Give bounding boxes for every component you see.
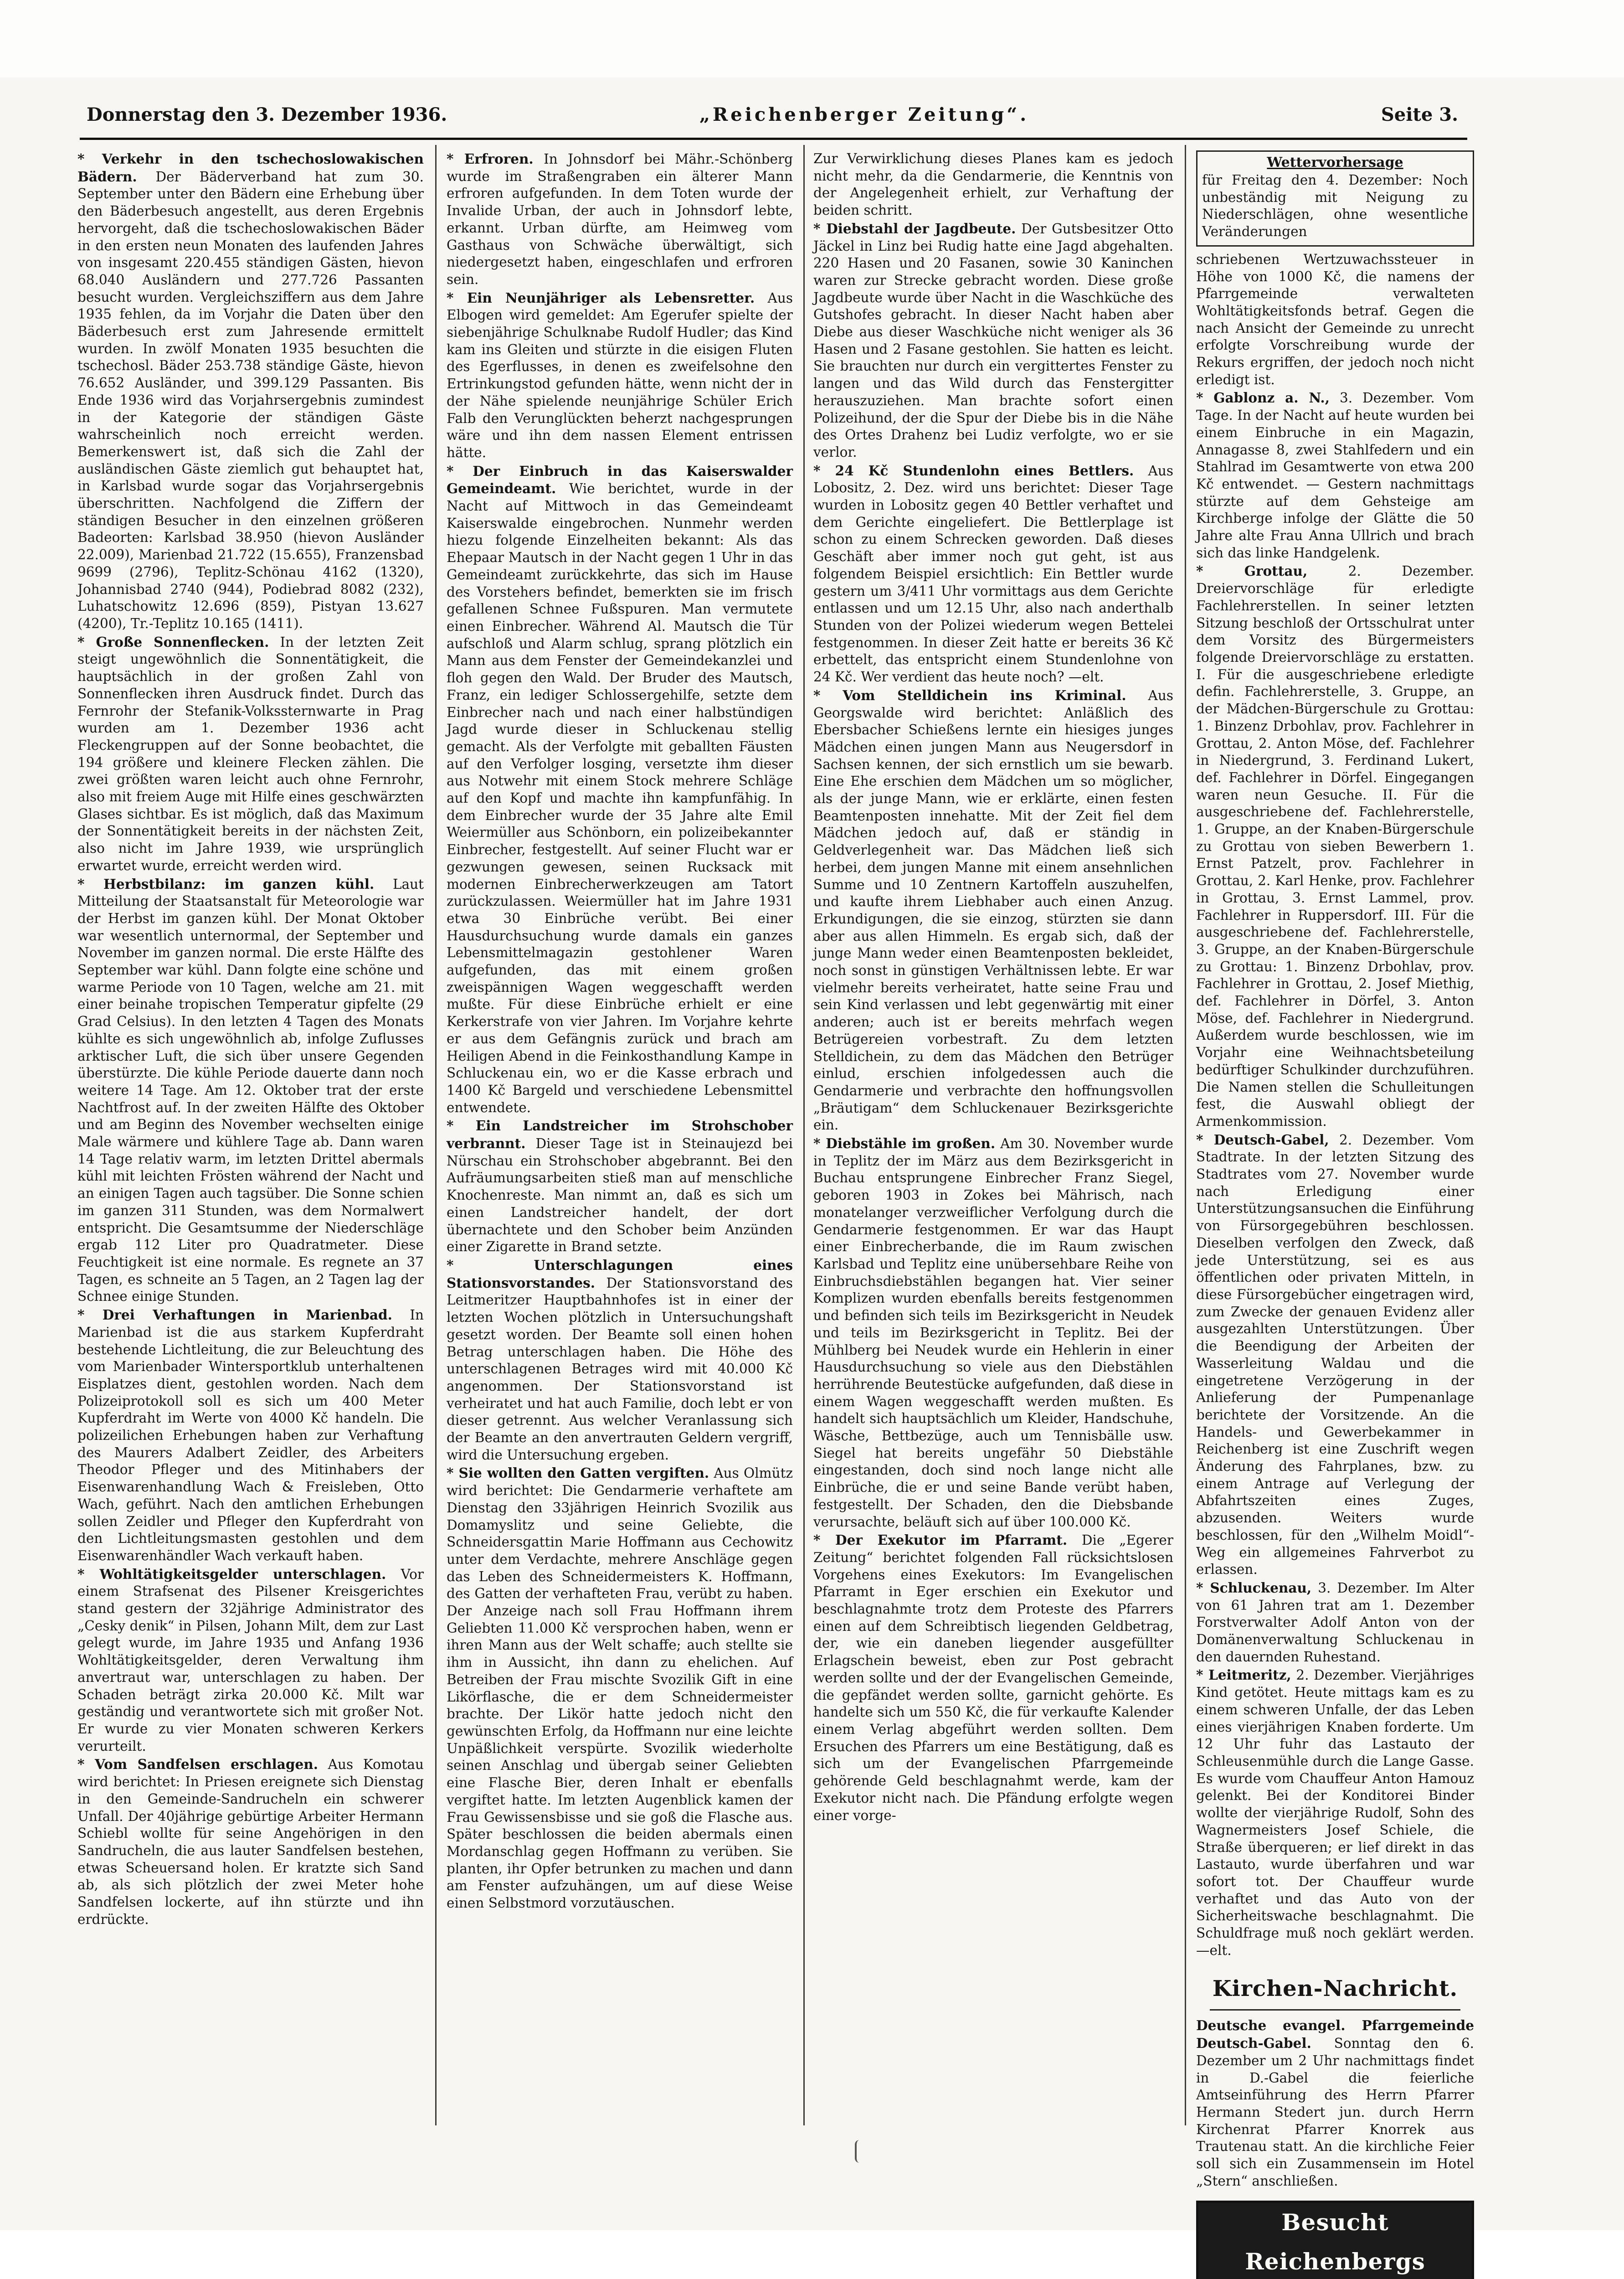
news-item [447,1257,793,1464]
news-item-text: In Marienbad ist die aus starkem Kupferdraht bestehende Lichtleitung, die zur Beleuchtung des vom Marienbader Wintersportklub unterhaltenen Eisplatzes dient, gestohlen worden. Nach dem Polizeiprotokoll soll es sich um 400 Meter Kupferdraht im Werte von 4000 Kč handeln. Die polizeilichen Erhebungen haben zur Verhaftung des Maurers Adalbert Zeidler, des Arbeiters Theodor Pfleger und des Mitinhabers der Eisenwarenhandlung Wach & Freisleben, Otto Wach, geführt. Nach den amtlichen Erhebungen sollen Zeidler und Pfleger den Kupferdraht von den Lichtleitungsmasten gestohlen und dem Eisenwarenhändler Wach verkauft haben. [77,1307,424,1563]
news-item [1196,562,1474,1130]
news-item [813,462,1173,686]
church-notice-headline: Deutsche evangel. Pfarrgemeinde Deutsch-Gabel. [1196,2017,1474,2052]
news-item [447,289,793,462]
page-top-margin [0,0,1624,77]
news-item-headline: * Ein Neunjähriger als Lebensretter. [447,289,755,306]
column-1 [77,150,424,2124]
news-item-headline: * Grottau, [1196,563,1308,579]
header-rule [80,138,1467,140]
news-item-text: Dieser Tage ist in Steinaujezd bei Nürschau ein Strohschober abgebrannt. Bei den Aufräumungsarbeiten stieß man auf menschliche Knochenreste. Man nimmt an, daß es sich um einen Landstreicher handelt, der dort übernachtete und den Schober beim Anzünden einer Zigarette in Brand setzte. [447,1136,793,1255]
news-item [447,463,793,1117]
news-item [813,220,1173,461]
news-item-headline: * 24 Kč Stundenlohn eines Bettlers. [813,462,1134,479]
news-item [1196,1131,1474,1578]
news-item-headline: * Unterschlagungen eines Stationsvorstandes. [447,1257,793,1291]
column-4 [1196,150,1474,2275]
news-item-text: Zur Verwirklichung dieses Planes kam es jedoch nicht mehr, da die Gendarmerie, die Kenntnis von der Angelegenheit erhielt, zur Verhaftung der beiden schritt. [813,151,1173,218]
news-item-text: Aus Elbogen wird gemeldet: Am Egerufer spielte der siebenjährige Schulknabe Rudolf Hudler; das Kind kam ins Gleiten und stürzte in die eisigen Fluten des Egerflusses, in denen es zweifelsohne den Ertrinkungstod gefunden hätte, wenn nicht der in der Nähe spielende neunjährige Schüler Erich Falb den Verunglückten beherzt nachgesprungen wäre und ihn dem nassen Element entrissen hätte. [447,290,793,460]
news-item [1196,1666,1474,1959]
news-item-headline: * Ein Landstreicher im Strohschober verbrannt. [447,1118,793,1152]
news-item [813,687,1173,1134]
weather-text: für Freitag den 4. Dezember: Noch unbeständig mit Neigung zu Niederschlägen, ohne wesentliche Veränderungen [1202,172,1468,240]
news-item [447,1464,793,1912]
news-item-text: Der Stationsvorstand des Leitmeritzer Hauptbahnhofes ist in einer der letzten Wochen plötzlich in Untersuchungshaft gesetzt worden. Der Beamte soll einen hohen Betrag unterschlagen haben. Die Höhe des unterschlagenen Betrages wird mit 40.000 Kč angenommen. Der Stationsvorstand ist verheiratet und hat auch Familie, doch lebt er von dieser getrennt. Aus welcher Veranlassung sich der Beamte an den anvertrauten Geldern vergriff, wird die Untersuchung ergeben. [447,1275,793,1463]
news-item-text: Der Bäderverband hat zum 30. September unter den Bädern eine Erhebung über den Bäderbesuch angestellt, aus deren Ergebnis hervorgeht, daß die tschechoslowakischen Bäder in den ersten neun Monaten des laufenden Jahres von insgesamt 220.455 ständigen Gästen, hievon 68.040 Ausländern und 277.726 Passanten besucht wurden. Vergleichsziffern aus dem Jahre 1935 fehlen, da im Vorjahr die Daten über den Bäderbesuch erst zum Jahresende ermittelt wurden. In zwölf Monaten 1935 besuchten die tschechosl. Bäder 253.738 ständige Gäste, hievon 76.652 Ausländer, und 399.129 Passanten. Bis Ende 1936 wird das Vorjahrsergebnis zumindest in der Kategorie der ständigen Gäste wahrscheinlich noch erreicht werden. Bemerkenswert ist, daß sich die Zahl der ausländischen Gäste ziemlich gut behauptet hat, in Karlsbad wurde sogar das Vorjahrsergebnis überschritten. Nachfolgend die Ziffern der ständigen Besucher in den einzelnen größeren Badeorten: Karlsbad 38.950 (hievon Ausländer 22.009), Marienbad 21.722 (15.655), Franzensbad 9699 (2796), Teplitz-Schönau 4162 (1320), Johannisbad 2740 (944), Podiebrad 8082 (232), Luhatschowitz 12.696 (859), Pistyan 13.627 (4200), Tr.-Teplitz 10.165 (1411). [77,169,424,631]
news-item-text: Vor einem Strafsenat des Pilsener Kreisgerichtes stand gestern der 32jährige Administrator des „Cesky denik“ in Pilsen, Johann Milt, dem zur Last gelegt wurde, im Jahre 1935 und Anfang 1936 Wohltätigkeitsgelder, deren Verwaltung ihm anvertraut war, unterschlagen zu haben. Der Schaden beträgt zirka 20.000 Kč. Milt war geständig und verantwortete sich mit großer Not. Er wurde zu vier Monaten schweren Kerkers verurteilt. [77,1566,424,1754]
news-item-text: Wie berichtet, wurde in der Nacht auf Mittwoch in das Gemeindeamt Kaiserswalde eingebrochen. Nunmehr werden hiezu folgende Einzelheiten bekannt: Als das Ehepaar Mautsch in der Nacht gegen 1 Uhr in das Gemeindeamt zurückkehrte, das sich im Hause des Vorstehers befindet, bemerkten sie im frisch gefallenen Schnee Fußspuren. Man vermutete einen Einbrecher. Während Al. Mautsch die Tür aufschloß und Alarm schlug, sprang plötzlich ein Mann aus dem Fenster der Gemeindekanzlei und floh gegen den Wald. Der Bruder des Mautsch, Franz, ein lediger Schlossergehilfe, setzte dem Einbrecher nach und nach einer halbstündigen Jagd wurde dieser in Schluckenau stellig gemacht. Als der Verfolgte mit geballten Fäusten auf den Verfolger losging, versetzte ihm dieser aus Notwehr mit einem Stock mehrere Schläge auf den Kopf und machte ihn kampfunfähig. In dem Einbrecher wurde der 35 Jahre alte Emil Weiermüller aus Schönborn, ein polizeibekannter Einbrecher, festgestellt. Auf seiner Flucht war er gezwungen gewesen, seinen Rucksack mit modernen Einbrecherwerkzeugen am Tatort zurückzulassen. Weiermüller hat im Jahre 1931 etwa 30 Einbrüche verübt. Bei einer Hausdurchsuchung wurde damals ein ganzes Lebensmittelmagazin gestohlener Waren aufgefunden, das mit einem großen zweispännigen Wagen weggeschafft werden mußte. Für diese Einbrüche erhielt er eine Kerkerstrafe von vier Jahren. Im Vorjahre kehrte er aus dem Gefängnis zurück und brach am Heiligen Abend in die Feinkosthandlung Kampe in Schluckenau ein, wo er die Kasse erbrach und 1400 Kč Bargeld und verschiedene Lebensmittel entwendete. [447,481,793,1115]
page-mark [855,2140,866,2163]
news-item [813,1531,1173,1824]
local-news [1196,251,1474,1959]
news-item [77,634,424,875]
column-rule [435,145,437,2125]
news-item-headline: * Der Exekutor im Pfarramt. [813,1532,1068,1548]
news-item-headline: * Leitmeritz, [1196,1667,1291,1683]
news-item-text: 2. Dezember. Vom Stadtrate. In der letzten Sitzung des Stadtrates vom 27. November wurde nach Erledigung einer Unterstützungsansuchen die Einführung von Fürsorgegebühren beschlossen. Dieselben verfolgen den Zweck, daß jede Unterstützung, sei es aus öffentlichen oder privaten Mitteln, in diese Fürsorgebücher eingetragen wird, zum Zwecke der genauen Evidenz aller ausgezahlten Unterstützungen. Über die Beendigung der Arbeiten der Wasserleitung Waldau und die eingetretene Verzögerung in der Anlieferung der Pumpenanlage berichtete der Vorsitzende. An die Handels- und Gewerbekammer in Reichenberg ist eine Zuschrift wegen Änderung des Fahrplanes, bzw. zu einem Antrage auf Verlegung der Abfahrtszeiten eines Zuges, abzusenden. Weiters wurde beschlossen, für den „Wilhelm Moidl“-Weg ein allgemeines Fahrverbot zu erlassen. [1196,1132,1474,1578]
news-item [447,1117,793,1256]
news-item-headline: * Gablonz a. N., [1196,390,1330,406]
news-item-text: Aus Georgswalde wird berichtet: Anläßlich des Ebersbacher Schießens lernte ein hiesiges junges Mädchen einen jungen Mann aus Neugersdorf in Sachsen kennen, der sich ernstlich um sie bewarb. Eine Ehe erschien dem Mädchen um so möglicher, als der junge Mann, wie er erklärte, einen festen Beamtenposten innehatte. Mit der Zeit fiel dem Mädchen jedoch auf, daß er ständig in Geldverlegenheit war. Das Mädchen ließ sich herbei, dem jungen Manne mit einem ansehnlichen Summe und 10 Zentnern Kartoffeln auszuhelfen, und kaufte ihrem Liebhaber auch einen Anzug. Erkundigungen, die sie einzog, stürzten sie dann aber aus allen Himmeln. Es ergab sich, daß der junge Mann weder einen Beamtenposten bekleidet, noch sonst in günstigen Verhältnissen lebte. Er war vielmehr bereits verheiratet, hatte seine Frau und sein Kind verlassen und lebt gegenwärtig mit einer anderen; auch ist er bereits mehrfach wegen Betrügereien vorbestraft. Zu dem letzten Stelldichein, zu dem das Mädchen den Betrüger einlud, erschien infolgedessen auch die Gendarmerie und verbrachte den hoffnungsvollen „Bräutigam“ dem Schluckenauer Bezirksgerichte ein. [813,687,1173,1133]
church-notice-text: Sonntag den 6. Dezember um 2 Uhr nachmittags findet in D.-Gabel die feierliche Amtseinführung des Herrn Pfarrer Hermann Stedert jun. durch Herrn Kirchenrat Pfarrer Knorrek aus Trautenau statt. An die kirchliche Feier soll sich ein Zusammensein im Hotel „Stern“ anschließen. [1196,2036,1474,2189]
news-item-headline: * Verkehr in den tschechoslowakischen Bädern. [77,151,424,185]
news-item [77,876,424,1306]
news-item-headline: * Große Sonnenflecken. [77,634,269,650]
issue-date: Donnerstag den 3. Dezember 1936. [87,104,447,125]
news-item-text: In Johnsdorf bei Mähr.-Schönberg wurde im Straßengraben ein älterer Mann erfroren aufgefunden. In dem Toten wurde der Invalide Urban, der auch in Johnsdorf lebte, erkannt. Urban dürfte, am Heimweg vom Gasthaus von Schwäche überwältigt, sich niedergesetzt haben, eingeschlafen und erfroren sein. [447,151,793,287]
page-number: Seite 3. [1381,104,1458,125]
weather-forecast-box [1196,150,1474,247]
news-item-text: Aus Olmütz wird berichtet: Die Gendarmerie verhaftete am Dienstag den 33jährigen Heinrich Svozilik aus Domamyslitz und seine Geliebte, die Schneidersgattin Marie Hoffmann aus Cechowitz unter dem Verdachte, mehrere Anschläge gegen das Leben des Schneidermeisters K. Hoffmann, des Gatten der verhafteten Frau, verübt zu haben. Der Anzeige nach soll Frau Hoffmann ihrem Geliebten 11.000 Kč versprochen haben, wenn er ihren Mann aus der Welt schaffe; auch stellte sie ihm in Aussicht, ihn dann zu ehelichen. Auf Betreiben der Frau mischte Svozilik Gift in eine Likörflasche, die er dem Schneidermeister brachte. Der Likör hatte jedoch nicht den gewünschten Erfolg, da Hoffmann nur eine leichte Unpäßlichkeit verspürte. Svozilik wiederholte seinen Anschlag und übergab seiner Geliebten eine Flasche Bier, deren Inhalt er ebenfalls vergiftet hatte. Im letzten Augenblick kamen der Frau Gewissensbisse und sie goß die Flasche aus. Später beschlossen die beiden abermals einen Mordanschlag gegen Hoffmann zu verüben. Sie planten, ihr Opfer betrunken zu machen und dann am Fenster aufzuhängen, um auf diese Weise einen Selbstmord vorzutäuschen. [447,1465,793,1911]
news-item-headline: * Diebstahl der Jagdbeute. [813,220,1016,237]
news-item-headline: * Schluckenau, [1196,1579,1312,1596]
news-item-headline: * Erfroren. [447,151,534,167]
news-item-headline: * Wohltätigkeitsgelder unterschlagen. [77,1566,386,1582]
news-item-headline: * Herbstbilanz: im ganzen kühl. [77,876,375,892]
newspaper-title: „Reichenberger Zeitung“. [699,104,1029,125]
news-item-headline: * Sie wollten den Gatten vergiften. [447,1465,709,1481]
news-item [1196,251,1474,389]
news-item-headline: * Vom Sandfelsen erschlagen. [77,1756,318,1773]
news-item-text: Die „Egerer Zeitung“ berichtet folgenden Fall rücksichtslosen Vorgehens eines Exekutors: Im Evangelischen Pfarramt in Eger erschien ein Exekutor und beschlagnahmte trotz dem Proteste des Pfarrers einen auf dem Schreibtisch liegenden Geldbetrag, der, wie ein daneben liegender ausgefüllter Erlagschein beweist, eben zur Post gebracht werden sollte und der der Evangelischen Gemeinde, die gepfändet werden sollte, garnicht gehörte. Es handelte sich um 550 Kč, die für verkaufte Kalender einem Verlag abgeführt werden sollten. Dem Ersuchen des Pfarrers um eine Bestätigung, daß es sich um der Evangelischen Pfarrgemeinde gehörende Geld beschlagnahmt werde, kam der Exekutor nicht nach. Die Pfändung erfolgte wegen einer vorge- [813,1532,1173,1823]
news-item-headline: * Drei Verhaftungen in Marienbad. [77,1307,392,1323]
page-header [87,104,1458,136]
column-3 [813,150,1173,2124]
church-news-title: Kirchen-Nachricht. [1212,1976,1458,2002]
tiergarten-advertisement: Besucht Reichenbergs [1196,2201,1474,2279]
news-item [1196,1579,1474,1666]
column-rule [803,145,805,2125]
news-item [77,150,424,633]
news-item-text: Aus Lobositz, 2. Dez. wird uns berichtet: Dieser Tage wurden in Lobositz gegen 40 Bettler verhaftet und dem Gerichte eingeliefert. Die Bettlerplage ist schon zu einem Schrecken geworden. Daß dieses Geschäft aber immer noch gut geht, ist aus folgendem Beispiel ersichtlich: Ein Bettler wurde gestern um 3/411 Uhr vormittags aus dem Gerichte entlassen und um 12.15 Uhr, also nach anderthalb Stunden von der Polizei wiederum wegen Bettelei festgenommen. In dieser Zeit hatte er bereits 36 Kč erbettelt, das entspricht einem Stundenlohne von 24 Kč. Wer verdient das heute noch? —elt. [813,463,1173,685]
news-item-headline: * Vom Stelldichein ins Kriminal. [813,687,1126,703]
news-item-text: 3. Dezember. Vom Tage. In der Nacht auf heute wurden bei einem Einbruche in ein Magazin, Annagasse 8, zwei Stahlfedern und ein Stahlrad im Gesamtwerte von etwa 200 Kč entwendet. — Gestern nachmittags stürzte auf dem Gehsteige am Kirchberge infolge der Glätte die 50 Jahre alte Frau Anna Ullrich und brach sich das linke Handgelenk. [1196,390,1474,561]
news-item-text: Laut Mitteilung der Staatsanstalt für Meteorologie war der Herbst im ganzen kühl. Der Monat Oktober war wesentlich unternormal, der September und November im ganzen normal. Die erste Hälfte des September war kühl. Dann folgte eine schöne und warme Periode von 10 Tagen, welche am 21. mit einer beinahe tropischen Temperatur gipfelte (29 Grad Celsius). In den letzten 4 Tagen des Monats kühlte es sich ungewöhnlich ab, infolge Zuflusses arktischer Luft, die sich über unsere Gegenden überstürzte. Die kühle Periode dauerte dann noch weitere 14 Tage. Am 12. Oktober trat der erste Nachtfrost auf. In der zweiten Hälfte des Oktober und am Beginn des November wechselten einige Male wärmere und kühlere Tage ab. Dann waren 14 Tage relativ warm, im letzten Drittel abermals kühl mit leichten Frösten während der Nacht und an einigen Tagen auch tagsüber. Die Sonne schien im ganzen 311 Stunden, was dem Normalwert entspricht. Die Gesamtsumme der Niederschläge ergab 112 Liter pro Quadratmeter. Diese Feuchtigkeit ist eine normale. Es regnete an 37 Tagen, es schneite an 5 Tagen, an 2 Tagen lag der Schnee einige Stunden. [77,876,424,1304]
news-item-text: Am 30. November wurde in Teplitz der im März aus dem Bezirksgericht in Buchau entsprungene Einbrecher Franz Siegel, geboren 1903 in Zokes bei Mährisch, nach monatelanger verzweiflicher Verfolgung durch die Gendarmerie festgenommen. Er war das Haupt einer Einbrecherbande, die im Raum zwischen Karlsbad und Teplitz eine unübersehbare Reihe von Einbruchsdiebstählen begangen hat. Vier seiner Komplizen wurden ebenfalls bereits festgenommen und befinden sich teils im Bezirksgericht in Neudek und teils im Bezirksgericht in Teplitz. Bei der Mühlberg bei Neudek wurde ein Hehlerin in einer Hausdurchsuchung so viele aus den Diebstählen herrührende Beutestücke aufgefunden, daß diese in einem Wagen weggeschafft werden mußten. Es handelt sich hauptsächlich um Kleider, Handschuhe, Wäsche, Bettbezüge, auch um Tennisbälle usw. Siegel hat bereits ungefähr 50 Diebstähle eingestanden, doch sind noch lange nicht alle Einbrüche, die er und seine Bande verübt haben, festgestellt. Der Schaden, den die Diebsbande verursachte, beläuft sich auf über 100.000 Kč. [813,1136,1173,1530]
news-item-text: Aus Komotau wird berichtet: In Priesen ereignete sich Dienstag in den Gemeinde-Sandrucheln ein schwerer Unfall. Der 40jährige gebürtige Arbeiter Hermann Schiebl wollte für seine Angehörigen in den Sandrucheln, die aus lauter Sandfelsen bestehen, etwas Scheuersand holen. Er kratzte sich Sand ab, als sich plötzlich der zwei Meter hohe Sandfelsen lockerte, auf ihn stürzte und ihn erdrückte. [77,1757,424,1927]
news-item [77,1756,424,1928]
news-item-headline: * Deutsch-Gabel, [1196,1131,1329,1148]
news-item-headline: * Diebstähle im großen. [813,1135,996,1152]
news-item-text: schriebenen Wertzuwachssteuer in Höhe von 1000 Kč, die namens der Pfarrgemeinde verwalteten Wohltätigkeitsfonds betraf. Gegen die nach Ansicht der Gemeinde zu unrecht erfolgte Vorschreibung wurde der Rekurs ergriffen, der jedoch noch nicht erledigt ist. [1196,251,1474,387]
church-notice [1196,2017,1474,2190]
column-2 [447,150,793,2124]
column-rule [1185,145,1186,2125]
news-item-text: Der Gutsbesitzer Otto Jäckel in Linz bei Rudig hatte eine Jagd abgehalten. 220 Hasen und 20 Fasanen, sowie 30 Kaninchen waren zur Strecke gebracht worden. Diese große Jagdbeute wurde über Nacht in die Waschküche des Gutshofes gebracht. In dieser Nacht haben aber Diebe aus dieser Waschküche nicht weniger als 36 Hasen und 2 Fasane gestohlen. Sie hatten es leicht. Sie brauchten nur durch ein vergittertes Fenster zu langen und das Wild durch das Fenstergitter herauszuziehen. Man brachte sofort einen Polizeihund, der die Spur der Diebe bis in die Nähe des Ortes Drahenz bei Ludiz verfolgte, wo er sie verlor. [813,221,1173,460]
news-item [77,1306,424,1565]
news-item [813,1135,1173,1531]
news-item [77,1566,424,1755]
news-item-text: In der letzten Zeit steigt ungewöhnlich die Sonnentätigkeit, die hauptsächlich in der großen Zahl von Sonnenflecken ihren Ausdruck findet. Durch das Fernrohr der Stefanik-Volkssternwarte in Prag wurden am 1. Dezember 1936 acht Fleckengruppen auf der Sonne beobachtet, die 194 größere und kleinere Flecken zählen. Die zwei größten waren leicht auch ohne Fernrohr, also mit freiem Auge mit Hilfe eines geschwärzten Glases sichtbar. Es ist möglich, daß das Maximum der Sonnentätigkeit bereits in der nächsten Zeit, also nicht im Jahre 1939, wie ursprünglich erwartet wurde, erreicht werden wird. [77,634,424,873]
news-item-headline: * Der Einbruch in das Kaiserswalder Gemeindeamt. [447,463,793,497]
news-item-text: 2. Dezember. Dreiervorschläge für erledigte Fachlehrerstellen. In seiner letzten Sitzung beschloß der Ortsschulrat unter dem Vorsitz des Bürgermeisters folgende Dreiervorschläge zu erstatten. I. Für die ausgeschriebene erledigte defin. Fachlehrerstelle, 3. Gruppe, an der Mädchen-Bürgerschule zu Grottau: 1. Binzenz Drbohlav, prov. Fachlehrer in Grottau, 2. Anton Möse, def. Fachlehrer in Niedergrund, 3. Ferdinand Lukert, def. Fachlehrer in Dörfel. Eingegangen waren neun Gesuche. II. Für die ausgeschriebene def. Fachlehrerstelle, 1. Gruppe, an der Knaben-Bürgerschule zu Grottau von sieben Bewerbern 1. Ernst Patzelt, prov. Fachlehrer in Grottau, 2. Karl Henke, prov. Fachlehrer in Grottau, 3. Ernst Lammel, prov. Fachlehrer in Ruppersdorf. III. Für die ausgeschriebene def. Fachlehrerstelle, 3. Gruppe, an der Knaben-Bürgerschule zu Grottau: 1. Binzenz Drbohlav, prov. Fachlehrer in Grottau, 2. Josef Miethig, def. Fachlehrer in Dörfel, 3. Anton Möse, def. Fachlehrer in Niedergrund. Außerdem wurde beschlossen, wie im Vorjahr eine Weihnachtsbeteilung bedürftiger Schulkinder durchzuführen. Die Namen stellen die Schulleitungen fest, die Auswahl obliegt der Armenkommission. [1196,563,1474,1129]
news-item [1196,389,1474,562]
news-item [813,150,1173,219]
news-item [447,150,793,289]
weather-title: Wettervorhersage [1267,155,1403,170]
church-news-rule [1210,2009,1460,2011]
news-item-text: 3. Dezember. Im Alter von 61 Jahren trat am 1. Dezember Forstverwalter Adolf Anton von der Domänenverwaltung Schluckenau in den dauernden Ruhestand. [1196,1580,1474,1665]
news-item-text: 2. Dezember. Vierjähriges Kind getötet. Heute mittags kam es zu einem schweren Unfalle, der das Leben eines vierjährigen Knaben forderte. Um 12 Uhr fuhr das Lastauto der Schleusenmühle durch die Lange Gasse. Es wurde vom Chauffeur Anton Hamouz gelenkt. Bei der Konditorei Binder wollte der vierjährige Rudolf, Sohn des Wagnermeisters Josef Schiele, die Straße überqueren; er lief direkt in das Lastauto, wurde überfahren und war sofort tot. Der Chauffeur wurde verhaftet und das Auto von der Sicherheitswache beschlagnahmt. Die Schuldfrage muß noch geklärt werden. —elt. [1196,1667,1474,1958]
